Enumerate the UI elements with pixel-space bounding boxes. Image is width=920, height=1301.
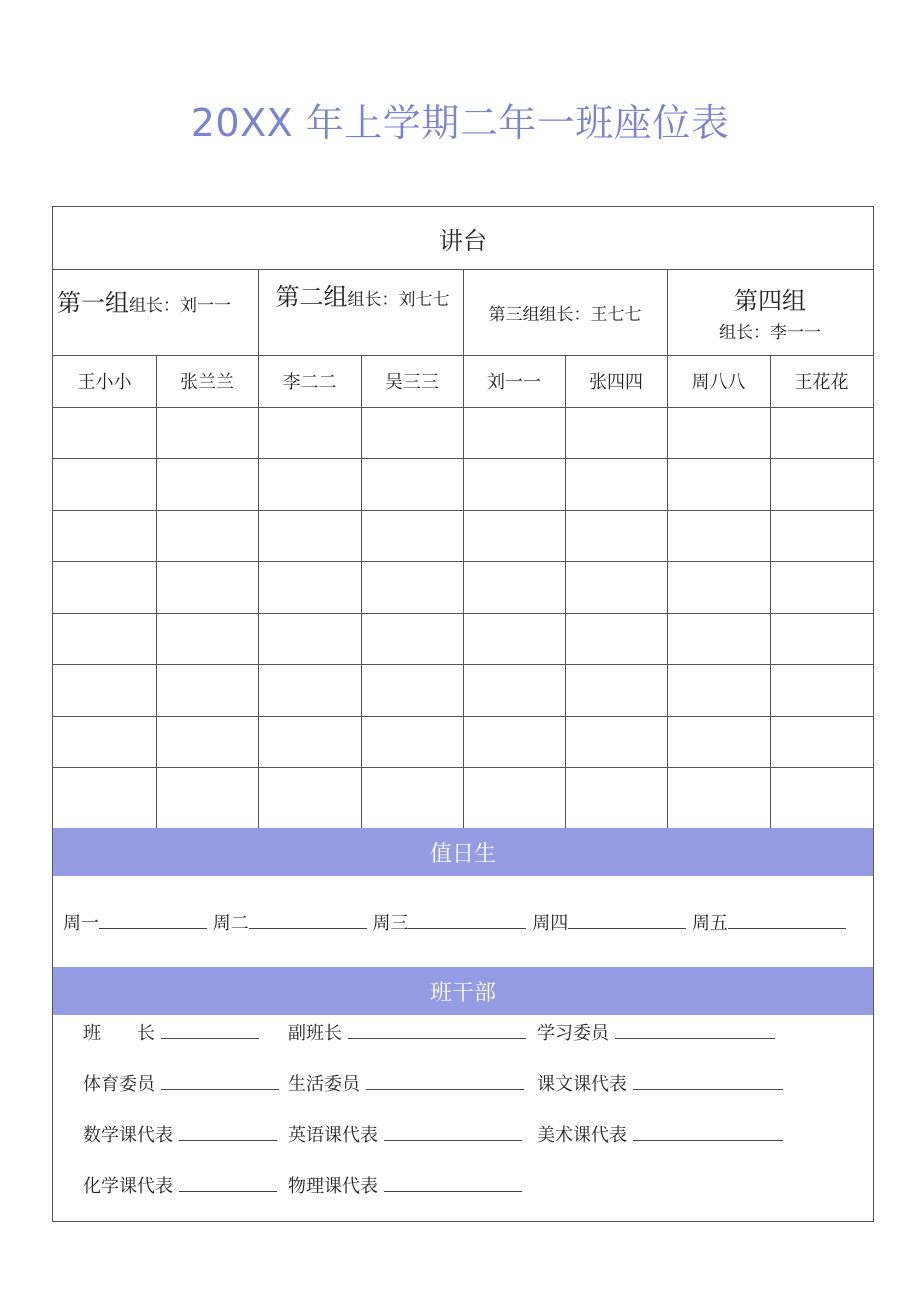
group-1-name: 第一组 <box>57 289 129 317</box>
blank-line[interactable] <box>633 1073 783 1090</box>
cadre-math <box>83 1121 277 1147</box>
divider <box>156 355 157 828</box>
divider <box>361 355 362 828</box>
student-name: 张兰兰 <box>180 372 234 393</box>
cadre-art <box>537 1121 783 1147</box>
cadre-chinese <box>537 1070 783 1096</box>
group-4-leader: 组长：李一一 <box>719 323 821 343</box>
student-name: 王花花 <box>794 372 849 393</box>
duty-row <box>63 909 846 935</box>
cadre-chemistry <box>83 1172 277 1198</box>
podium-label: 讲台 <box>439 226 487 255</box>
cadre-vice-monitor <box>288 1019 526 1045</box>
cadres-header: 班干部 <box>53 967 873 1015</box>
divider <box>258 269 259 355</box>
blank-line[interactable] <box>161 1022 259 1039</box>
blank-line[interactable] <box>384 1124 522 1141</box>
blank-line[interactable] <box>99 912 207 929</box>
duty-day: 周一 <box>63 913 99 934</box>
cadre-role: 副班长 <box>288 1023 342 1044</box>
group-3-leader: 第三组组长：王七七 <box>488 304 642 325</box>
cadre-monitor <box>83 1019 259 1045</box>
duty-day: 周三 <box>372 913 409 934</box>
blank-line[interactable] <box>568 912 686 929</box>
student-name: 吴三三 <box>385 372 439 393</box>
cadre-role: 物理课代表 <box>288 1176 378 1197</box>
blank-line[interactable] <box>179 1175 277 1192</box>
cadre-english <box>288 1121 522 1147</box>
cadre-role: 体育委员 <box>83 1074 155 1095</box>
group-2-name: 第二组 <box>275 283 348 311</box>
blank-line[interactable] <box>384 1175 522 1192</box>
group-2-leader: 组长：刘七七 <box>347 290 450 310</box>
divider <box>667 269 668 355</box>
divider <box>667 355 668 828</box>
student-name: 刘一一 <box>487 372 541 393</box>
cadre-role: 课文课代表 <box>537 1074 627 1095</box>
cadre-sports <box>83 1070 279 1096</box>
cadre-study <box>537 1019 775 1045</box>
student-name: 周八八 <box>691 372 746 393</box>
divider <box>463 355 464 828</box>
cadre-role: 生活委员 <box>288 1074 360 1095</box>
cadre-role: 美术课代表 <box>537 1125 627 1146</box>
duty-header: 值日生 <box>53 828 873 876</box>
seating-table <box>52 206 874 1222</box>
cadre-role: 化学课代表 <box>83 1176 173 1197</box>
group-1-leader: 组长：刘一一 <box>129 296 231 316</box>
blank-line[interactable] <box>728 912 846 929</box>
blank-line[interactable] <box>366 1073 524 1090</box>
divider <box>770 355 771 828</box>
divider <box>565 355 566 828</box>
group-4-header <box>667 269 873 355</box>
blank-line[interactable] <box>633 1124 783 1141</box>
page-title: 20XX 年上学期二年一班座位表 <box>190 101 730 145</box>
student-name: 李二二 <box>282 372 337 393</box>
blank-line[interactable] <box>249 912 367 929</box>
duty-day: 周五 <box>691 913 728 934</box>
cadre-role: 班 长 <box>83 1023 155 1044</box>
cadre-role: 英语课代表 <box>288 1125 378 1146</box>
blank-line[interactable] <box>348 1022 526 1039</box>
student-name: 王小小 <box>77 372 132 393</box>
blank-line[interactable] <box>615 1022 775 1039</box>
cadre-life <box>288 1070 524 1096</box>
group-1-header <box>53 269 258 355</box>
blank-line[interactable] <box>408 912 526 929</box>
cadre-role: 数学课代表 <box>83 1125 173 1146</box>
blank-line[interactable] <box>161 1073 279 1090</box>
blank-line[interactable] <box>179 1124 277 1141</box>
duty-day: 周二 <box>212 913 249 934</box>
divider <box>463 269 464 355</box>
group-2-header <box>258 269 463 355</box>
cadre-physics <box>288 1172 522 1198</box>
student-name: 张四四 <box>589 372 643 393</box>
group-4-name: 第四组 <box>734 287 806 315</box>
cadre-role: 学习委员 <box>537 1023 609 1044</box>
duty-day: 周四 <box>532 913 569 934</box>
divider <box>258 355 259 828</box>
